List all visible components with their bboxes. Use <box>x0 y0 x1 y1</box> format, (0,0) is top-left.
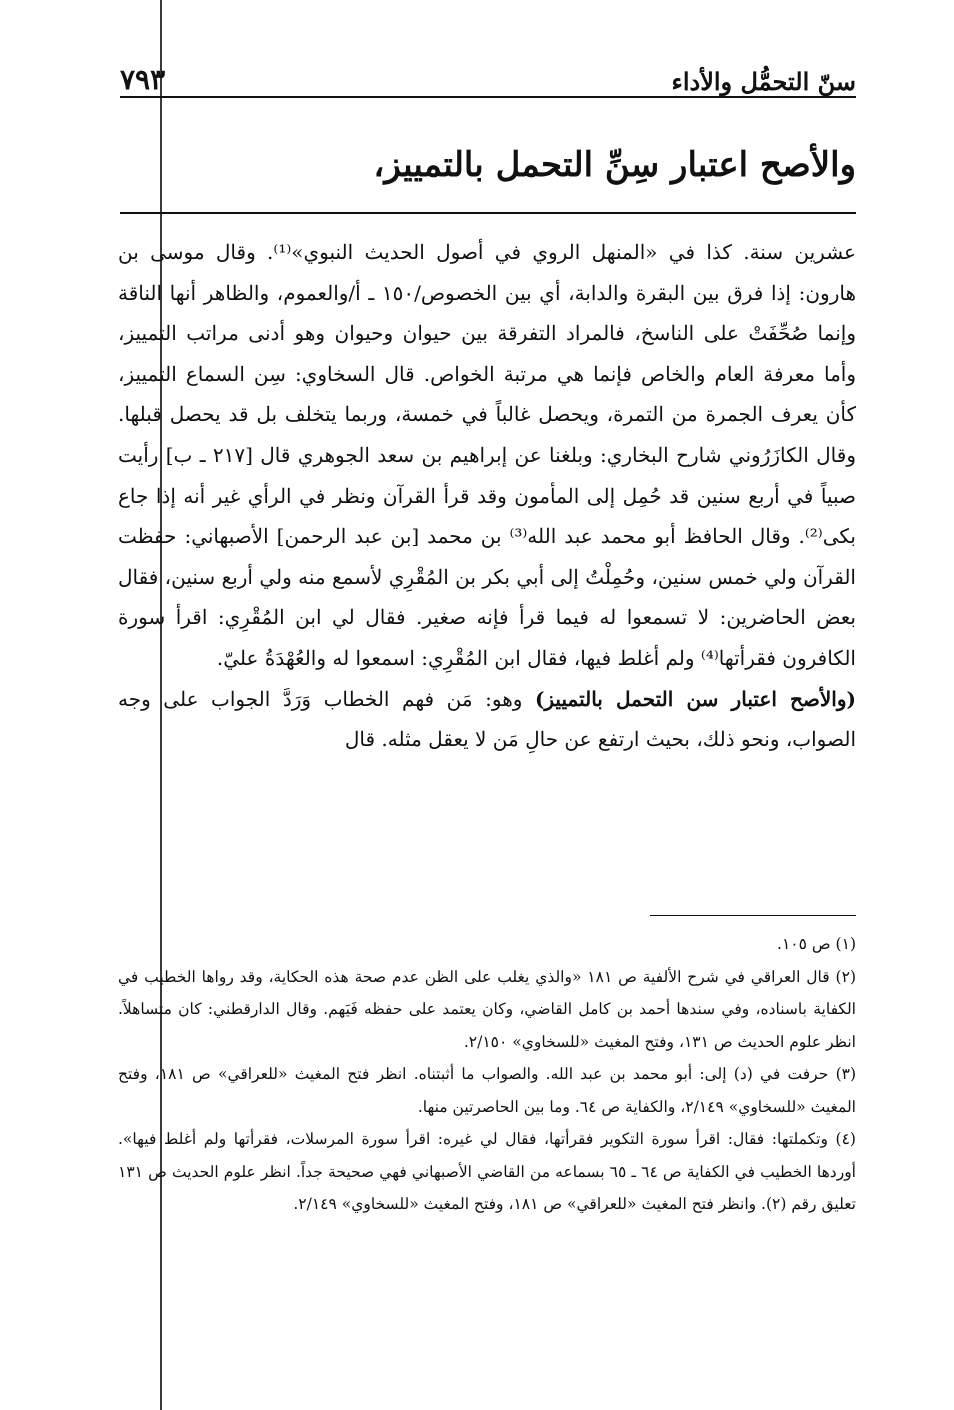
footnote-text: حرفت في (د) إلى: أبو محمد بن عبد الله. والصواب ما أثبتناه. انظر فتح المغيث «للعراقي» ص ١٨١، وفتح المغيث «للسخاوي» ٢/١٤٩، والكفاية ص ٦٤. وما بين الحاصرتين منها. <box>118 1065 856 1116</box>
header-rule <box>120 96 856 98</box>
page-header <box>120 56 856 96</box>
commentary-body <box>118 232 856 760</box>
matn-rule <box>120 212 856 214</box>
footnote-number: (٣) <box>835 1065 857 1083</box>
running-title: سنّ التحمُّل والأداء <box>671 67 856 96</box>
matn-text: والأصح اعتبار سِنِّ التحمل بالتمييز، <box>373 145 856 185</box>
footnote <box>118 961 856 1059</box>
footnote-rule <box>650 915 856 916</box>
footnote-number: (٢) <box>835 967 856 986</box>
footnotes <box>118 928 856 1221</box>
footnote <box>118 1058 856 1123</box>
footnote-number: (٤) <box>835 1130 856 1148</box>
footnote-text: قال العراقي في شرح الألفية ص ١٨١ «والذي يغلب على الظن عدم صحة هذه الحكاية، وقد رواها الخطيب في الكفاية باسناده، وفي سندها أحمد بن كامل القاضي، وكان يعتمد على حفظه فَيَهم. وقال الدارقطني: كان متساهلاً. انظر علوم الحديث ص ١٣١، وفتح المغيث «للسخاوي» ٢/١٥٠. <box>118 967 856 1051</box>
footnote-text: ص ١٠٥. <box>777 935 831 953</box>
quoted-matn: (والأصح اعتبار سن التحمل بالتمييز) <box>534 686 856 711</box>
paragraph <box>118 679 856 760</box>
footnote-number: (١) <box>835 935 856 953</box>
footnote-text: وتكملتها: فقال: اقرأ سورة التكوير فقرأتها، فقال لي غيره: اقرأ سورة المرسلات، فقرأتها ولم أغلط فيها». أوردها الخطيب في الكفاية ص ٦٤ ـ ٦٥ بسماعه من القاضي الأصبهاني فهي صحيحة جداً. انظر علوم الحديث ص ١٣١ تعليق رقم (٢). وانظر فتح المغيث «للعراقي» ص ١٨١، وفتح المغيث «للسخاوي» ٢/١٤٩. <box>118 1130 856 1213</box>
footnote <box>118 1123 856 1221</box>
page-number: ٧٩٣ <box>120 63 166 96</box>
paragraph-text: وهو: مَن فهم الخطاب وَرَدَّ الجواب على وجه الصواب، ونحو ذلك، بحيث ارتفع عن حالِ مَن لا يعقل مثله. قال <box>118 686 856 752</box>
footnote <box>118 928 856 961</box>
paragraph: عشرين سنة. كذا في «المنهل الروي في أصول الحديث النبوي»⁽¹⁾. وقال موسى بن هارون: إذا فرق بين البقرة والدابة، أي بين الخصوص/١٥٠ ـ أ/والعموم، والظاهر أنها الناقة وإنما صُحِّفَتْ على الناسخ، فالمراد التفرقة بين حيوان وحيوان وهو أدنى مراتب التمييز، وأما معرفة العام والخاص فإنما هي مرتبة الخواص. قال السخاوي: سِن السماع التمييز، كأن يعرف الجمرة من التمرة، ويحصل غالباً في خمسة، وربما يتخلف بل قد يحصل قبلها. وقال الكازَرُوني شارح البخاري: وبلغنا عن إبراهيم بن سعد الجوهري قال [٢١٧ ـ ب] رأيت صبياً في أربع سنين قد حُمِل إلى المأمون وقد قرأ القرآن ونظر في الرأي غير أنه إذا جاع بكى⁽²⁾. وقال الحافظ أبو محمد عبد الله⁽³⁾ بن محمد [بن عبد الرحمن] الأصبهاني: حفظت القرآن ولي خمس سنين، وحُمِلْتُ إلى أبي بكر بن المُقْرِي لأسمع منه ولي أربع سنين، فقال بعض الحاضرين: لا تسمعوا له فيما قرأ فإنه صغير. فقال لي ابن المُقْرِي: اقرأ سورة الكافرون فقرأتها⁽⁴⁾ ولم أغلط فيها، فقال ابن المُقْرِي: اسمعوا له والعُهْدَةُ عليّ. <box>118 240 856 670</box>
